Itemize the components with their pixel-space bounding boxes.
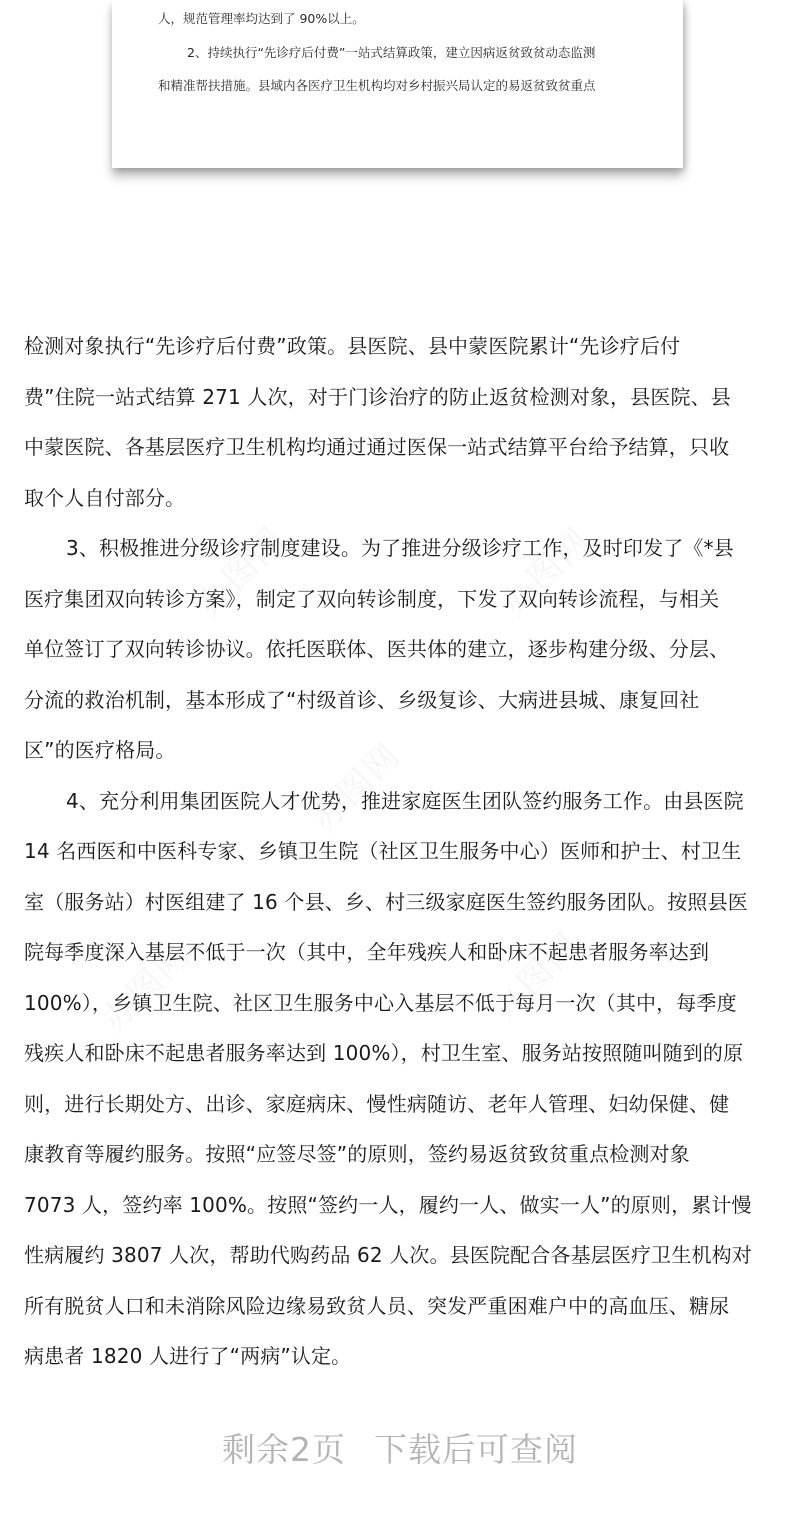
body-line: 费”住院一站式结算 271 人次，对于门诊治疗的防止返贫检测对象，县医院、县: [24, 384, 731, 409]
document-body: [24, 326, 776, 1387]
remaining-pages-prompt[interactable]: [0, 1424, 800, 1471]
watermark: 办图网: [494, 519, 599, 625]
watermark: 办图网: [94, 934, 199, 1040]
preview-line: 和精准帮扶措施。县域内各医疗卫生机构均对乡村振兴局认定的易返贫致贫重点: [158, 78, 596, 93]
body-line: 室（服务站）村医组建了 16 个县、乡、村三级家庭医生签约服务团队。按照县医: [24, 889, 748, 914]
remaining-pages-label: 剩余2页: [222, 1430, 346, 1469]
watermark: 办图网: [484, 924, 589, 1030]
watermark: 办图网: [304, 734, 409, 840]
body-line: 区”的医疗格局。: [24, 738, 176, 762]
body-line: 则，进行长期处方、出诊、家庭病床、慢性病随访、老年人管理、妇幼保健、健: [24, 1091, 730, 1116]
body-line: 14 名西医和中医科专家、乡镇卫生院（社区卫生服务中心）医师和护士、村卫生: [24, 839, 742, 863]
body-line: 检测对象执行“先诊疗后付费”政策。县医院、县中蒙医院累计“先诊疗后付: [24, 334, 681, 358]
body-line: 分流的救治机制，基本形成了“村级首诊、乡级复诊、大病进县城、康复回社: [24, 687, 700, 712]
body-line: 所有脱贫人口和未消除风险边缘易致贫人员、突发严重困难户中的高血压、糖尿: [24, 1293, 730, 1318]
preview-line: 人，规范管理率均达到了 90%以上。: [158, 11, 365, 26]
body-line: 7073 人，签约率 100%。按照“签约一人，履约一人、做实一人”的原则，累计慢: [24, 1192, 752, 1217]
body-line: 院每季度深入基层不低于一次（其中，全年残疾人和卧床不起患者服务率达到: [24, 940, 710, 964]
body-line: 病患者 1820 人进行了“两病”认定。: [24, 1344, 352, 1368]
body-line: 中蒙医院、各基层医疗卫生机构均通过通过医保一站式结算平台给予结算，只收: [24, 435, 730, 459]
body-line: 4、充分利用集团医院人才优势，推进家庭医生团队签约服务工作。由县医院: [66, 788, 744, 813]
body-line: 100%），乡镇卫生院、社区卫生服务中心入基层不低于每月一次（其中，每季度: [24, 990, 737, 1015]
body-line: 康教育等履约服务。按照“应签尽签”的原则，签约易返贫致贫重点检测对象: [24, 1142, 690, 1166]
watermark: 办图网: [189, 519, 294, 625]
body-line: 单位签订了双向转诊协议。依托医联体、医共体的建立，逐步构建分级、分层、: [24, 637, 730, 661]
body-line: 取个人自付部分。: [24, 485, 186, 510]
body-line: 残疾人和卧床不起患者服务率达到 100%），村卫生室、服务站按照随叫随到的原: [24, 1041, 744, 1065]
body-line: 性病履约 3807 人次，帮助代购药品 62 人次。县医院配合各基层医疗卫生机构对: [24, 1243, 752, 1267]
body-line: 医疗集团双向转诊方案》，制定了双向转诊制度，下发了双向转诊流程，与相关: [24, 586, 720, 611]
preview-line: 2、持续执行“先诊疗后付费”一站式结算政策，建立因病返贫致贫动态监测: [187, 45, 596, 60]
download-to-view-label[interactable]: 下载后可查阅: [374, 1430, 578, 1469]
body-line: 3、积极推进分级诊疗制度建设。为了推进分级诊疗工作，及时印发了《*县: [66, 536, 734, 560]
previous-page-preview: [112, 0, 683, 168]
